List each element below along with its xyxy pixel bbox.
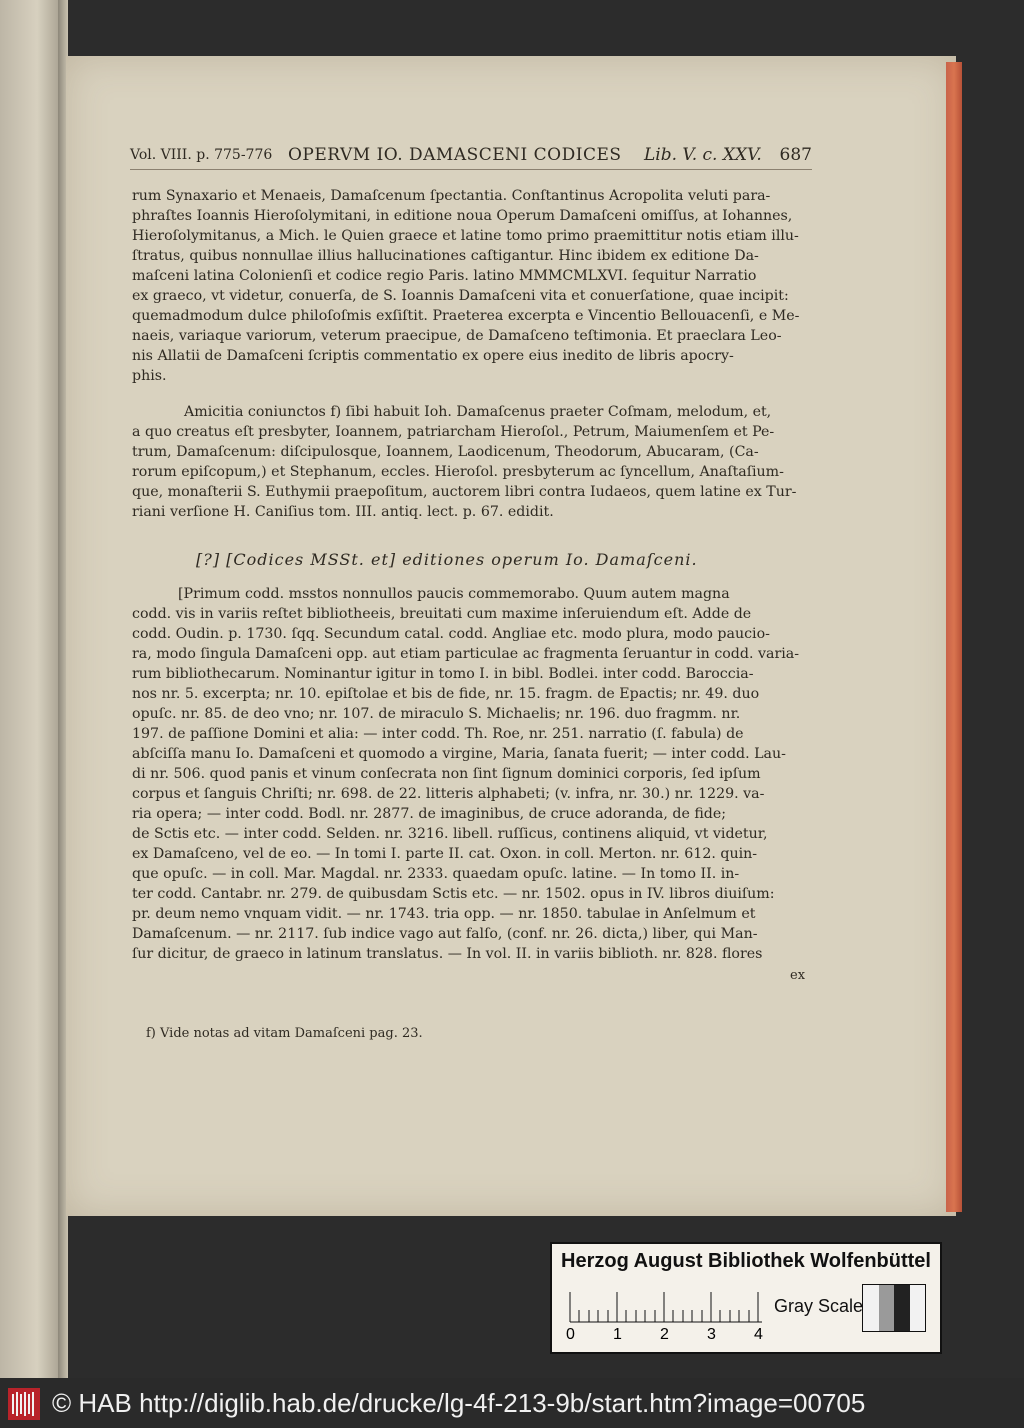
text-line: rum bibliothecarum. Nominantur igitur in tomo I. in bibl. Bodlei. inter codd. Baroccia- (132, 666, 754, 682)
text-line: maſceni latina Colonienſi et codice regio Paris. latino MMMCMLXVI. ſequitur Narratio (132, 268, 757, 284)
running-head-title: OPERVM IO. DAMASCENI CODICES (288, 145, 622, 165)
text-line: [Primum codd. msstos nonnullos paucis commemorabo. Quum autem magna (178, 586, 730, 602)
running-head-reference: Vol. VIII. p. 775-776 (130, 147, 273, 163)
text-line: di nr. 506. quod panis et vinum conſecrata non ſint ſignum dominici corporis, ſed ipſum (132, 766, 761, 782)
ruler-number: 0 (566, 1326, 575, 1343)
text-line: Damaſcenum. — nr. 2117. ſub indice vago aut falſo, (conf. nr. 26. dicta,) liber, qui Man- (132, 926, 758, 942)
text-line: naeis, variaque variorum, veterum praecipue, de Damaſceno teſtimonia. Et praeclara Leo- (132, 328, 782, 344)
facing-page (0, 0, 62, 1378)
gray-swatch (910, 1285, 926, 1331)
text-line: quemadmodum dulce philoſoſmis exſiſtit. Praeterea excerpta e Vincentio Bellouacenſi, e Me- (132, 308, 800, 324)
running-head-book-chapter: Lib. V. c. XXV. (644, 145, 762, 165)
text-line: 197. de paſſione Domini et alia: — inter codd. Th. Roe, nr. 251. narratio (ſ. fabula) de (132, 726, 744, 742)
text-line: phraſtes Ioannis Hieroſolymitani, in editione noua Operum Damaſceni omiſſus, at Iohannes, (132, 208, 793, 224)
text-line: abſciſſa manu Io. Damaſceni et quomodo a virgine, Maria, ſanata fuerit; — inter codd. Lau- (132, 746, 786, 762)
gray-swatch (879, 1285, 895, 1331)
text-line: ſtratus, quibus nonnullae illius hallucinationes caſtigantur. Hinc ibidem ex editione Da- (132, 248, 759, 264)
catchword: ex (790, 968, 806, 983)
text-line: rorum epiſcopum,) et Stephanum, eccles. Hieroſol. presbyterum ac ſyncellum, Anaſtaſium- (132, 464, 784, 480)
ruler-number: 4 (754, 1326, 763, 1343)
ruler-icon (566, 1288, 766, 1328)
page-number: 687 (779, 145, 812, 165)
text-line: codd. Oudin. p. 1730. ſqq. Secundum catal. codd. Angliae etc. modo plura, modo paucio- (132, 626, 770, 642)
text-line: que opuſc. — in coll. Mar. Magdal. nr. 2333. quaedam opuſc. latine. — In tomo II. in- (132, 866, 740, 882)
ruler-number: 2 (660, 1326, 669, 1343)
gray-scale-label: Gray Scale (774, 1296, 864, 1316)
gray-scale-chart (550, 1242, 942, 1354)
running-head (130, 145, 812, 170)
section-heading: [?] [Codices MSSt. et] editiones operum Io. Damaſceni. (196, 550, 698, 569)
text-line: nis Allatii de Damaſceni ſcriptis commentatio ex opere eius inedito de libris apocry- (132, 348, 734, 364)
text-line: a quo creatus eſt presbyter, Ioannem, patriarcham Hieroſol., Petrum, Maiumenſem et Pe- (132, 424, 775, 440)
text-line: ex Damaſceno, vel de eo. — In tomi I. parte II. cat. Oxon. in coll. Merton. nr. 612. quin- (132, 846, 758, 862)
text-line: que, monaſterii S. Euthymii praepoſitum, auctorem libri contra Iudaeos, quem latine ex Tur- (132, 484, 797, 500)
text-line: ex graeco, vt videtur, conuerſa, de S. Ioannis Damaſceni vita et conuerſatione, quae incipit: (132, 288, 789, 304)
text-line: rum Synaxario et Menaeis, Damaſcenum ſpectantia. Conſtantinus Acropolita veluti para- (132, 188, 771, 204)
text-line: trum, Damaſcenum: diſcipulosque, Ioannem, Laodicenum, Theodorum, Abucaram, (Ca- (132, 444, 759, 460)
text-line: nos nr. 5. excerpta; nr. 10. epiſtolae et bis de fide, nr. 15. fragm. de Epactis; nr. 49. duo (132, 686, 760, 702)
text-line: ria opera; — inter codd. Bodl. nr. 2877. de imaginibus, de cruce adoranda, de fide; (132, 806, 727, 822)
text-line: phis. (132, 368, 167, 384)
library-name: Herzog August Bibliothek Wolfenbüttel (561, 1250, 931, 1272)
text-line: Hieroſolymitanus, a Mich. le Quien graece et latine tomo primo praemittitur notis etiam illu- (132, 228, 799, 244)
text-line: opuſc. nr. 85. de deo vno; nr. 107. de miraculo S. Michaelis; nr. 196. duo fragmm. nr. (132, 706, 741, 722)
footer-bar (0, 1378, 1024, 1428)
hab-logo-icon (8, 1388, 40, 1420)
footnote: f) Vide notas ad vitam Damaſceni pag. 23. (146, 1026, 423, 1041)
ruler-number: 3 (707, 1326, 716, 1343)
text-line: ter codd. Cantabr. nr. 279. de quibusdam Sctis etc. — nr. 1502. opus in IV. libros diuiſum: (132, 886, 775, 902)
text-line: de Sctis etc. — inter codd. Selden. nr. 3216. libell. ruſſicus, continens aliquid, vt videtur, (132, 826, 768, 842)
text-line: ſur dicitur, de graeco in latinum translatus. — In vol. II. in variis biblioth. nr. 828. flores (132, 946, 763, 962)
text-line: corpus et ſanguis Chriſti; nr. 698. de 22. litteris alphabeti; (v. infra, nr. 30.) nr. 1229. va- (132, 786, 765, 802)
text-line: Amicitia coniunctos f) ſibi habuit Ioh. Damaſcenus praeter Coſmam, melodum, et, (184, 404, 772, 420)
gray-swatch (894, 1285, 910, 1331)
text-line: pr. deum nemo vnquam vidit. — nr. 1743. tria opp. — nr. 1850. tabulae in Anſelmum et (132, 906, 756, 922)
ruler-number: 1 (613, 1326, 622, 1343)
gray-swatches (862, 1284, 926, 1332)
copyright-url[interactable]: © HAB http://diglib.hab.de/drucke/lg-4f-213-9b/start.htm?image=00705 (52, 1388, 866, 1418)
page-red-edge (946, 62, 962, 1212)
text-line: codd. vis in variis reſtet bibliotheeis, breuitati cum maxime inſeruiendum eſt. Adde de (132, 606, 752, 622)
gray-swatch (863, 1285, 879, 1331)
text-line: riani verſione H. Caniſius tom. III. antiq. lect. p. 67. edidit. (132, 504, 554, 520)
text-line: ra, modo ſingula Damaſceni opp. aut etiam particulae ac fragmenta ſeruantur in codd. varia- (132, 646, 800, 662)
